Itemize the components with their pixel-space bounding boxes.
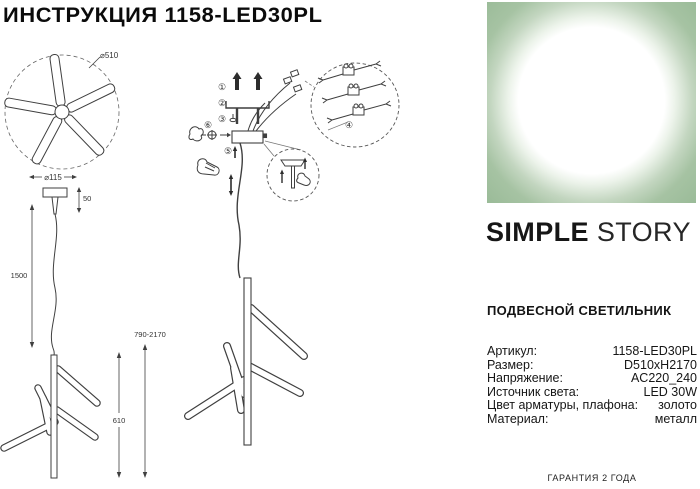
dim-diameter-510: ⌀510: [100, 51, 119, 60]
up-arrow: [233, 146, 237, 158]
dim-total-height: [143, 344, 147, 478]
spec-value: золото: [658, 398, 697, 413]
dim-canopy-height: [77, 187, 81, 213]
dim-610-label: 610: [112, 416, 126, 425]
warranty-label: ГАРАНТИЯ 2 ГОДА: [547, 473, 637, 483]
spec-value: 1158-LED30PL: [612, 344, 697, 358]
step-1-marker: ①: [218, 82, 227, 92]
plan-hub: [55, 105, 69, 119]
spec-label: Материал:: [487, 411, 549, 426]
brand-logo: [486, 218, 691, 246]
step-6-marker: ⑥: [204, 120, 213, 130]
lamp-body-install: [188, 278, 304, 445]
product-photo-glow: [487, 2, 696, 203]
top-view-figure: [4, 54, 119, 169]
cable-install: [237, 143, 242, 278]
wing-screw: [230, 114, 236, 122]
double-arrow: [229, 174, 233, 196]
installation-diagram: [178, 50, 423, 489]
anchor-bolts: [233, 72, 263, 90]
hand-icon: [197, 159, 219, 175]
brand-word-simple: SIMPLE: [486, 217, 589, 247]
spec-value: металл: [654, 411, 697, 426]
brand-word-story: STORY: [588, 217, 691, 247]
spec-value: D510xH2170: [624, 357, 697, 372]
supply-wires: [248, 83, 296, 131]
screwdriver-icon: [207, 130, 231, 140]
spec-label: Цвет арматуры, плафона:: [487, 398, 639, 413]
spec-row-voltage: [487, 372, 697, 386]
step-4-marker: ④: [345, 120, 354, 130]
lamp-body-side: [4, 355, 97, 478]
step-3-marker: ③: [218, 114, 227, 124]
dim-cable-length: [30, 204, 34, 348]
spec-label: Размер:: [487, 357, 534, 372]
dim-1500-label: 1500: [10, 271, 28, 280]
dim-total-label: 790-2170: [134, 330, 166, 339]
product-type-label: ПОДВЕСНОЙ СВЕТИЛЬНИК: [487, 303, 672, 318]
spec-label: Источник света:: [487, 384, 580, 399]
spec-row-color: [487, 399, 697, 413]
canopy-side-view: [43, 188, 67, 214]
detail-circle-terminals: [311, 61, 399, 147]
spec-label: Артикул:: [487, 344, 538, 358]
dimension-drawing: [0, 38, 185, 489]
dim-body-height: [117, 352, 121, 478]
spec-row-article: [487, 345, 697, 359]
dim-50-label: 50: [83, 194, 92, 203]
canopy-install: [232, 131, 267, 143]
spec-row-material: [487, 413, 697, 427]
spec-row-size: [487, 359, 697, 373]
cable-line: [51, 214, 56, 355]
page-title: ИНСТРУКЦИЯ 1158-LED30PL: [3, 4, 323, 27]
detail-circle-rod: [264, 141, 319, 201]
step-2-marker: ②: [218, 98, 227, 108]
spec-value: LED 30W: [643, 384, 697, 399]
spec-value: AC220_240: [630, 371, 697, 386]
step-5-marker: ⑤: [224, 146, 233, 156]
wire-connectors: [283, 70, 301, 92]
dim-diameter-115: ⌀115: [44, 173, 62, 182]
spec-label: Напряжение:: [487, 371, 563, 386]
spec-row-light-source: [487, 386, 697, 400]
spec-list: [487, 345, 697, 427]
